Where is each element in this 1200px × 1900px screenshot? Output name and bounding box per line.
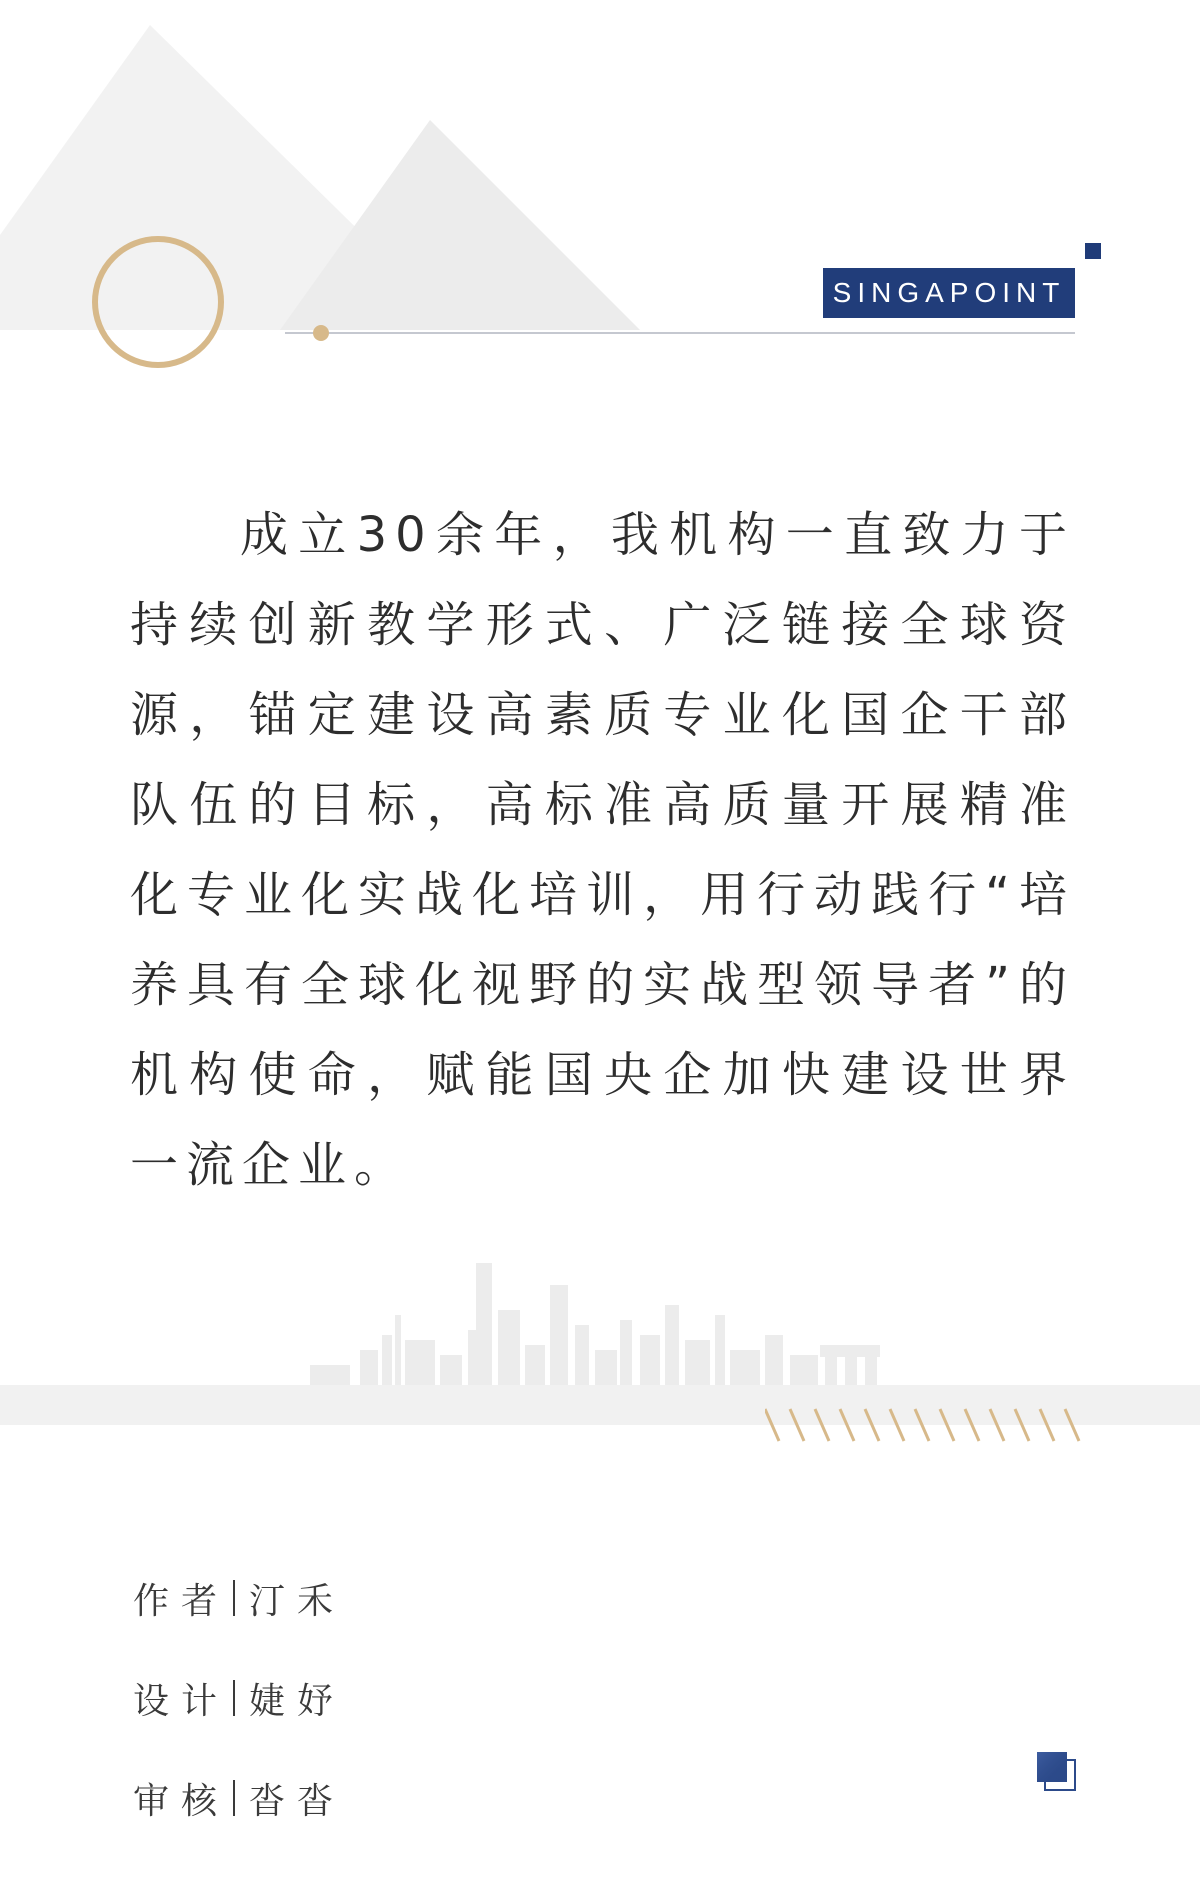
credits-block <box>133 1548 345 1848</box>
credit-review <box>133 1748 345 1848</box>
credit-label: 设计 <box>133 1680 230 1722</box>
credit-label: 审核 <box>133 1780 230 1822</box>
article-paragraph: 成立30余年，我机构一直致力于持续创新教学形式、广泛链接全球资源，锚定建设高素质专业化国企干部队伍的目标，高标准高质量开展精准化专业化实战化培训，用行动践行“培养具有全球化视野的实战型领导者”的机构使命，赋能国央企加快建设世界一流企业。 <box>130 507 1075 1193</box>
credit-separator <box>233 1780 235 1816</box>
credit-value: 汀禾 <box>249 1580 346 1622</box>
header-dot <box>313 325 329 341</box>
credit-design <box>133 1648 345 1748</box>
header-divider <box>285 332 1075 334</box>
gold-stripes-decoration <box>765 1407 1100 1443</box>
overlapping-squares-icon <box>1035 1750 1077 1792</box>
credit-value: 婕妤 <box>249 1680 346 1722</box>
credit-author <box>133 1548 345 1648</box>
credit-value: 沓沓 <box>249 1780 346 1822</box>
gold-ring-icon <box>92 236 224 368</box>
credit-separator <box>233 1680 235 1716</box>
brand-square-icon <box>1085 243 1101 259</box>
city-skyline-decoration <box>0 1255 1200 1425</box>
brand-badge: SINGAPOINT <box>823 268 1075 318</box>
credit-separator <box>233 1580 235 1616</box>
credit-label: 作者 <box>133 1580 230 1622</box>
